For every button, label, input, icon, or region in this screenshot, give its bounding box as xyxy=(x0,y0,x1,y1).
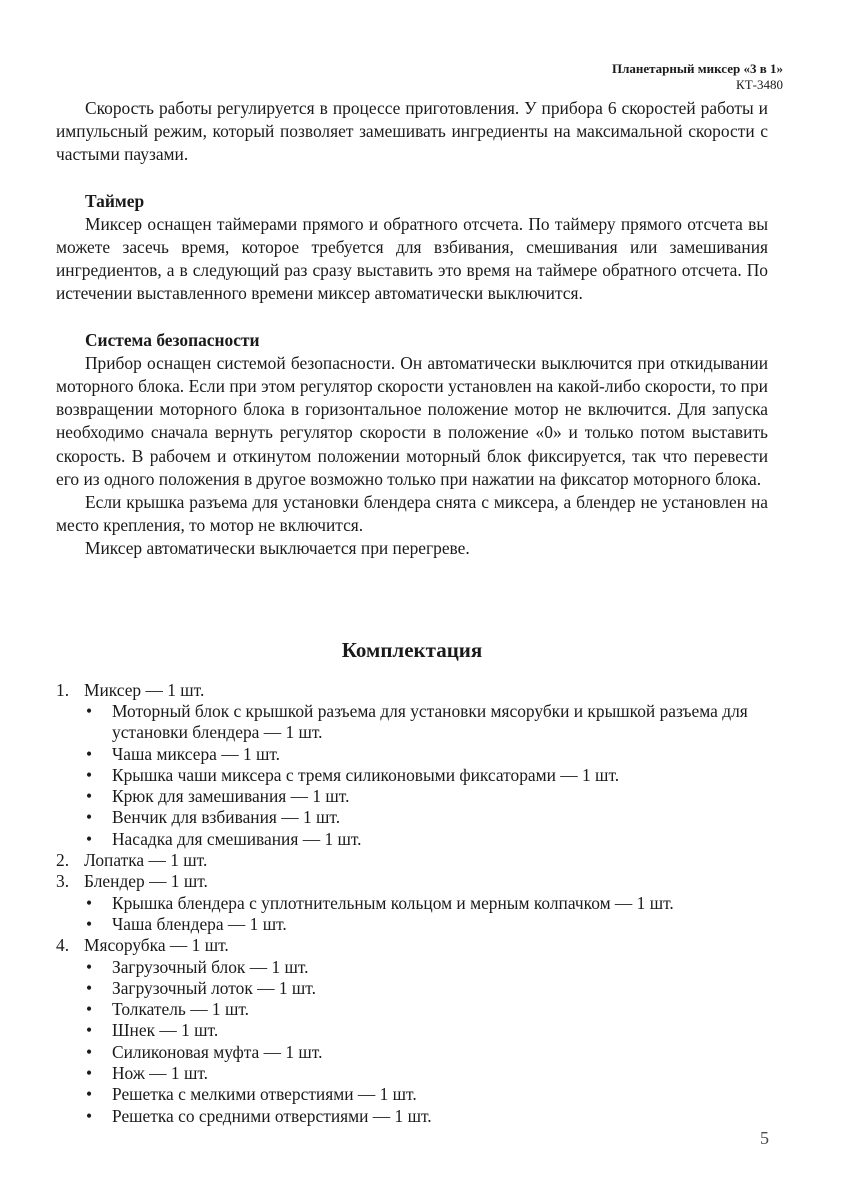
sub-list-item: • Крышка чаши миксера с тремя силиконовыми фиксаторами — 1 шт. xyxy=(84,765,768,786)
sub-list-item: • Загрузочный лоток — 1 шт. xyxy=(84,978,768,999)
list-item xyxy=(56,680,768,850)
contents-title: Комплектация xyxy=(341,637,483,662)
page-number: 5 xyxy=(760,1128,769,1148)
list-item xyxy=(56,935,768,1127)
list-item xyxy=(56,871,768,935)
sub-list-item: • Нож — 1 шт. xyxy=(84,1063,768,1084)
sub-list-item: • Крюк для замешивания — 1 шт. xyxy=(84,786,768,807)
safety-paragraph-2: Если крышка разъема для установки блендера снята с миксера, а блендер не установлен на место крепления, то мотор не включится. xyxy=(56,492,768,536)
timer-paragraph: Миксер оснащен таймерами прямого и обратного отсчета. По таймеру прямого отсчета вы можете засечь время, которое требуется для взбивания, смешивания или замешивания ингредиентов, а в следующий раз сразу выставить это время на таймере обратного отсчета. По истечении выставленного времени миксер автоматически выключится. xyxy=(56,213,768,304)
item-label: Блендер — 1 шт. xyxy=(84,871,208,892)
contents-list xyxy=(56,680,768,1127)
sub-list xyxy=(84,957,768,1127)
page-content xyxy=(56,97,768,1127)
model-number: КТ-3480 xyxy=(736,77,783,92)
item-label: Мясорубка — 1 шт. xyxy=(84,935,229,956)
intro-paragraph: Скорость работы регулируется в процессе приготовления. У прибора 6 скоростей работы и импульсный режим, который позволяет замешивать ингредиенты на максимальной скорости с частыми паузами. xyxy=(56,98,768,165)
product-name: Планетарный миксер «3 в 1» xyxy=(611,61,783,76)
section-gap xyxy=(56,306,768,329)
item-label: Лопатка — 1 шт. xyxy=(84,850,208,871)
section-gap xyxy=(56,167,768,190)
item-label: Миксер — 1 шт. xyxy=(84,679,205,700)
safety-paragraph-1: Прибор оснащен системой безопасности. Он автоматически выключится при откидывании моторного блока. Если при этом регулятор скорости установлен на какой-либо скорости, то при возвращении моторного блока в горизонтальное положение мотор не включится. Для запуска необходимо сначала вернуть регулятор скорости в положение «0» и только потом выставить скорость. В рабочем и откинутом положении моторный блок фиксируется, так что перевести его из одного положения в другое возможно только при нажатии на фиксатор моторного блока. xyxy=(56,352,768,489)
sub-list-item: • Шнек — 1 шт. xyxy=(84,1020,768,1041)
item-number: 1. xyxy=(56,679,70,700)
sub-list-item: • Силиконовая муфта — 1 шт. xyxy=(84,1042,768,1063)
item-number: 4. xyxy=(56,935,70,956)
sub-list-item: • Моторный блок с крышкой разъема для установки мясорубки и крышкой разъема для установки блендера — 1 шт. xyxy=(84,701,768,744)
safety-paragraph-3: Миксер автоматически выключается при перегреве. xyxy=(85,538,470,559)
sub-list xyxy=(84,893,768,936)
sub-list-item: • Чаша блендера — 1 шт. xyxy=(84,914,768,935)
sub-list xyxy=(84,701,768,850)
sub-list-item: • Чаша миксера — 1 шт. xyxy=(84,744,768,765)
safety-heading: Система безопасности xyxy=(85,329,260,350)
sub-list-item: • Загрузочный блок — 1 шт. xyxy=(84,957,768,978)
timer-heading: Таймер xyxy=(85,190,145,211)
sub-list-item: • Решетка со средними отверстиями — 1 шт. xyxy=(84,1106,768,1127)
page-header xyxy=(612,61,783,93)
sub-list-item: • Толкатель — 1 шт. xyxy=(84,999,768,1020)
sub-list-item: • Решетка с мелкими отверстиями — 1 шт. xyxy=(84,1084,768,1105)
sub-list-item: • Крышка блендера с уплотнительным кольцом и мерным колпачком — 1 шт. xyxy=(84,893,768,914)
item-number: 2. xyxy=(56,850,70,871)
list-item xyxy=(56,850,768,871)
sub-list-item: • Венчик для взбивания — 1 шт. xyxy=(84,807,768,828)
sub-list-item: • Насадка для смешивания — 1 шт. xyxy=(84,829,768,850)
item-number: 3. xyxy=(56,871,70,892)
